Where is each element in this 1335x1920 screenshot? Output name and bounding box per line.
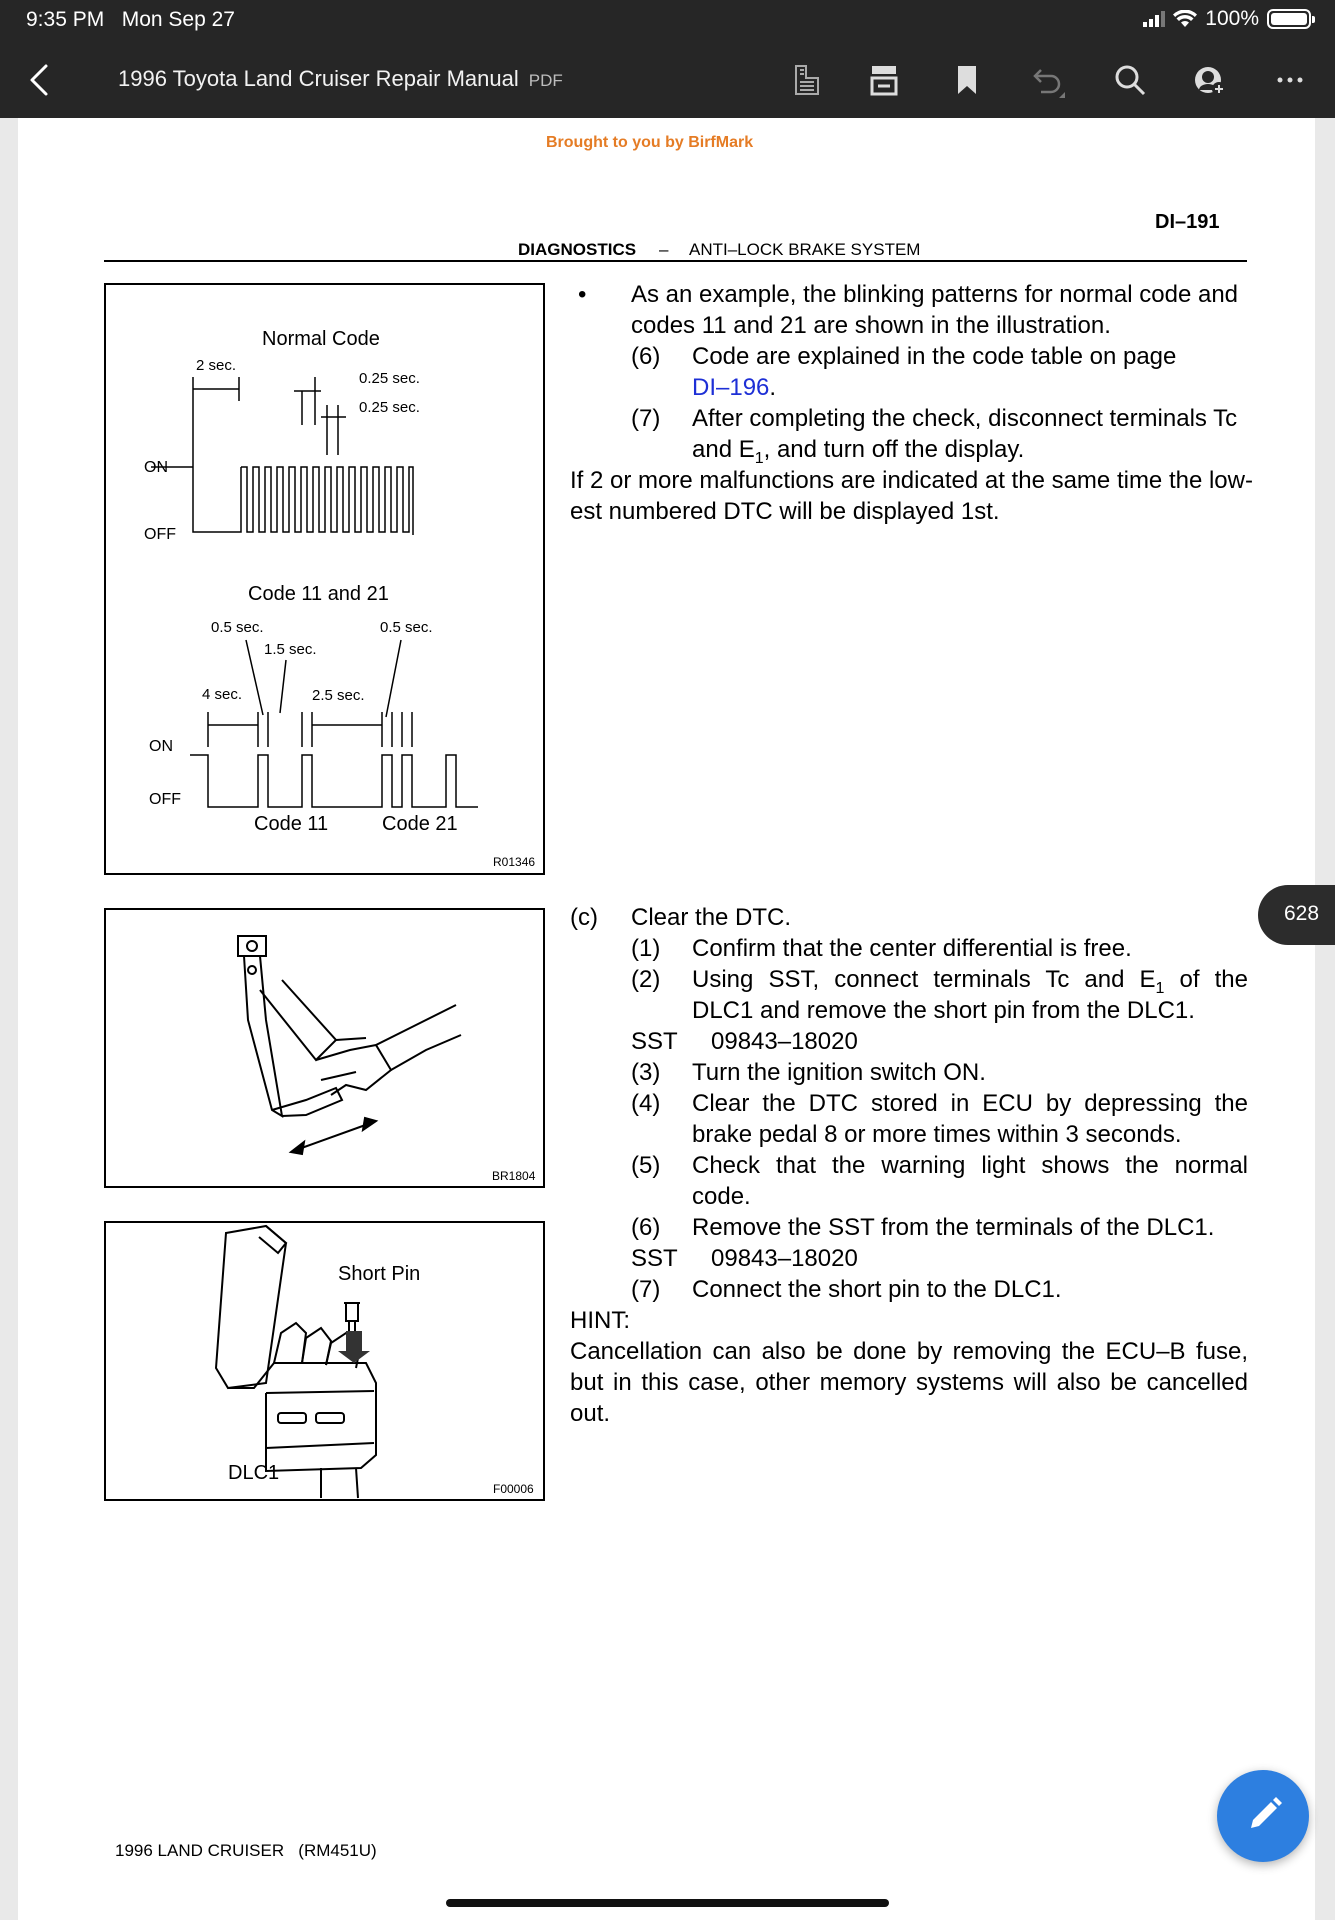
sst1-label: SST [631,1028,678,1055]
c-step6-text: Remove the SST from the terminals of the DLC1. [692,1214,1215,1241]
c-step2-text-1: Using SST, connect terminals Tc and $E_1$ of the [692,966,1248,997]
c-step2-number: (2) [631,966,661,993]
status-time: 9:35 PM Mon Sep 27 [26,8,235,31]
c-step3-text: Turn the ignition switch ON. [692,1059,986,1086]
figure2-id: BR1804 [492,1169,536,1183]
sst2-value: 09843–18020 [711,1245,858,1272]
label-025sec-a: 0.25 sec. [359,370,420,387]
label-dlc1: DLC1 [228,1462,280,1484]
watermark: Brought to you by BirfMark [546,134,754,151]
normal-code-title: Normal Code [262,328,380,350]
label-on-2: ON [149,738,173,755]
undo-icon[interactable] [1025,58,1069,102]
wifi-icon [1173,10,1197,28]
step6-text: Code are explained in the code table on page [692,343,1177,370]
step7-text-1: After completing the check, disconnect terminals Tc [692,405,1238,432]
step6-number: (6) [631,343,661,370]
section-c-label: (c) [570,904,598,931]
link-di-196[interactable]: DI–196 [692,374,770,401]
page-footer: 1996 LAND CRUISER (RM451U) [115,1841,377,1860]
hint-text-3: out. [570,1400,611,1427]
top-toolbar [0,42,1335,118]
figure3-id: F00006 [493,1482,534,1496]
header-rule [104,260,1247,262]
c-step7-text: Connect the short pin to the DLC1. [692,1276,1062,1303]
bullet-mark: • [578,281,587,308]
more-icon[interactable] [1268,58,1312,102]
step7-number: (7) [631,405,661,432]
label-on-1: ON [144,459,168,476]
c-step4-number: (4) [631,1090,661,1117]
paragraph-line-2: est numbered DTC will be displayed 1st. [570,498,1000,525]
add-user-icon[interactable] [1188,58,1232,102]
section-c-title: Clear the DTC. [631,904,792,931]
figure-dlc1 [104,1221,545,1501]
search-icon[interactable] [1108,58,1152,102]
pencil-icon [1217,1770,1309,1862]
header-dash: – [659,240,669,259]
dlc1-illustration [106,1223,543,1499]
document-title: 1996 Toyota Land Cruiser Repair Manual PDF [118,66,563,91]
label-code21: Code 21 [382,813,458,835]
home-indicator[interactable] [446,1899,889,1907]
paragraph-line-1: If 2 or more malfunctions are indicated at the same time the low- [570,467,1253,494]
blink-pattern-diagram [106,285,543,873]
battery-icon [1267,9,1311,29]
label-2sec: 2 sec. [196,357,237,374]
label-off-2: OFF [149,791,181,808]
code11-21-title: Code 11 and 21 [248,583,389,605]
figure-brake-pedal [104,908,545,1188]
hint-text-2: but in this case, other memory systems will also be cancelled [570,1369,1248,1396]
label-short-pin: Short Pin [338,1263,421,1285]
label-15sec: 1.5 sec. [264,641,317,658]
header-section: DIAGNOSTICS [518,240,637,259]
label-25sec: 2.5 sec. [312,687,365,704]
brake-pedal-illustration [106,910,543,1186]
label-025sec-b: 0.25 sec. [359,399,420,416]
c-step3-number: (3) [631,1059,661,1086]
sst2-label: SST [631,1245,678,1272]
label-05sec-b: 0.5 sec. [380,619,433,636]
battery-percent: 100% [1205,7,1259,30]
c-step1-text: Confirm that the center differential is free. [692,935,1132,962]
label-05sec-a: 0.5 sec. [211,619,264,636]
hint-text-1: Cancellation can also be done by removing the ECU–B fuse, [570,1338,1248,1365]
c-step5-number: (5) [631,1152,661,1179]
bullet-text-1: As an example, the blinking patterns for normal code and [631,281,1239,308]
edit-button[interactable] [1217,1770,1309,1862]
page-number-badge[interactable]: 628 [1258,885,1335,945]
back-button[interactable] [20,58,60,102]
document-type: PDF [528,71,563,90]
organize-pages-icon[interactable] [862,58,906,102]
c-step4-text-2: brake pedal 8 or more times within 3 seconds. [692,1121,1182,1148]
c-step1-number: (1) [631,935,661,962]
bookmark-icon[interactable] [945,58,989,102]
header-subsection: ANTI–LOCK BRAKE SYSTEM [689,240,921,259]
bullet-text-2: codes 11 and 21 are shown in the illustration. [631,312,1111,339]
figure-blink-patterns [104,283,545,875]
c-step7-number: (7) [631,1276,661,1303]
c-step6-number: (6) [631,1214,661,1241]
c-step4-text-1: Clear the DTC stored in ECU by depressing the [692,1090,1248,1117]
c-step2-text-2: DLC1 and remove the short pin from the DLC1. [692,997,1195,1024]
label-4sec: 4 sec. [202,686,243,703]
c-step5-text-1: Check that the warning light shows the normal [692,1152,1248,1179]
sst1-value: 09843–18020 [711,1028,858,1055]
label-code11: Code 11 [254,813,329,835]
figure1-id: R01346 [493,855,536,869]
label-off-1: OFF [144,526,176,543]
step6-line2: DI–196. [692,374,777,401]
reading-mode-icon[interactable] [782,58,826,102]
status-date: Mon Sep 27 [121,8,235,31]
cellular-signal-icon [1143,11,1165,27]
step7-text-2: and $E_1$, and turn off the display. [692,436,1025,467]
page-id: DI–191 [1155,211,1220,233]
status-bar [0,0,1335,42]
hint-label: HINT: [570,1307,630,1334]
pdf-page[interactable] [18,118,1315,1920]
c-step5-text-2: code. [692,1183,751,1210]
